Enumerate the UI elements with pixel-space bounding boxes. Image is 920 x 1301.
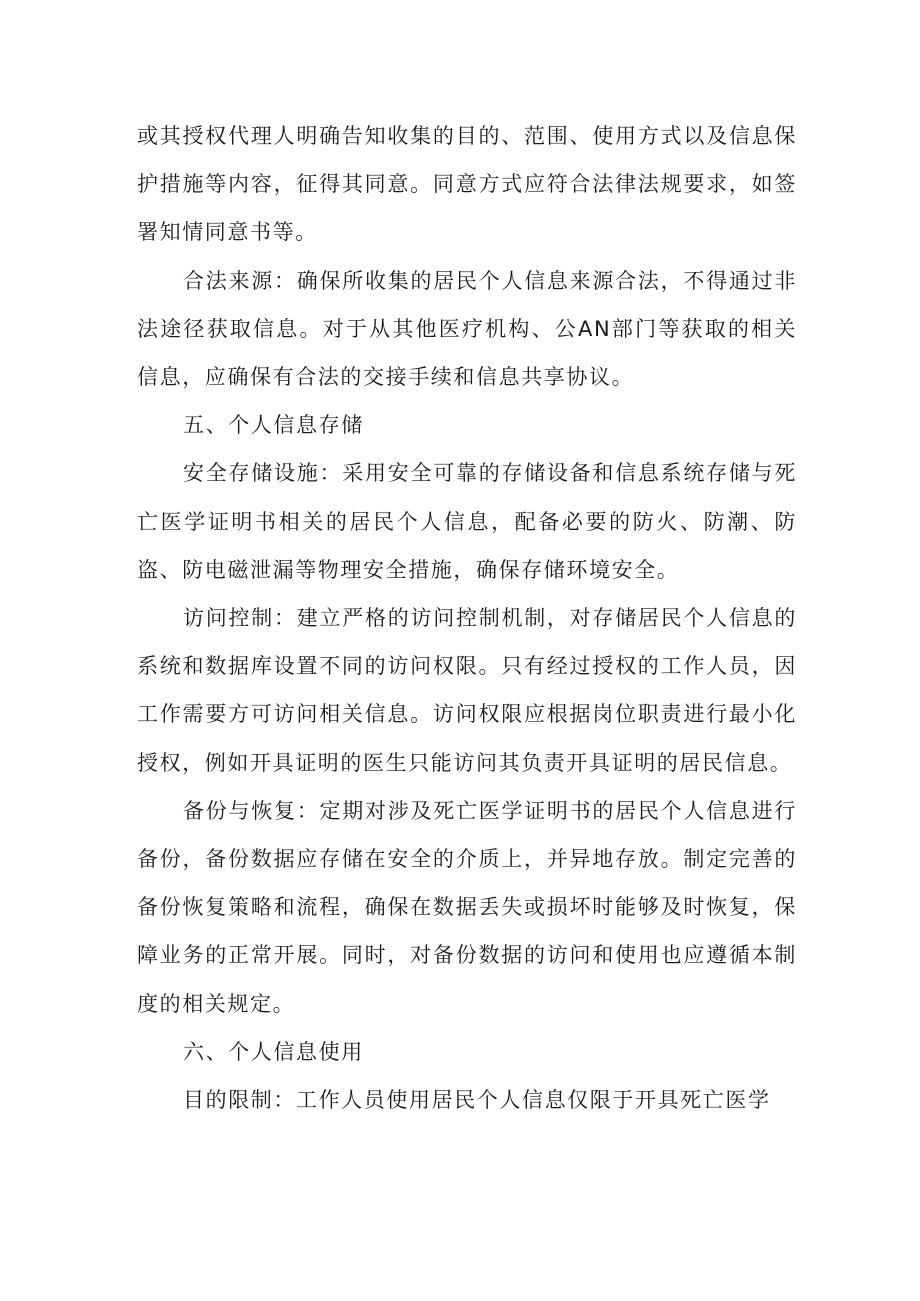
paragraph-secure-storage: 安全存储设施：采用安全可靠的存储设备和信息系统存储与死亡医学证明书相关的居民个人信息，配备必要的防火、防潮、防盗、防电磁泄漏等物理安全措施，确保存储环境安全。: [137, 461, 797, 582]
paragraph-consent-continuation: 或其授权代理人明确告知收集的目的、范围、使用方式以及信息保护措施等内容，征得其同意。同意方式应符合法律法规要求，如签署知情同意书等。: [137, 124, 797, 245]
document-body: [137, 112, 797, 1124]
paragraph-legal-source: 合法来源：确保所收集的居民个人信息来源合法，不得通过非法途径获取信息。对于从其他医疗机构、公AN部门等获取的相关信息，应确保有合法的交接手续和信息共享协议。: [137, 268, 797, 390]
paragraph-backup-recovery: 备份与恢复：定期对涉及死亡医学证明书的居民个人信息进行备份，备份数据应存储在安全的介质上，并异地存放。制定完善的备份恢复策略和流程，确保在数据丢失或损坏时能够及时恢复，保障业务的正常开展。同时，对备份数据的访问和使用也应遵循本制度的相关规定。: [137, 798, 797, 1016]
section-heading-storage: 五、个人信息存储: [183, 413, 364, 438]
paragraph-access-control: 访问控制：建立严格的访问控制机制，对存储居民个人信息的系统和数据库设置不同的访问权限。只有经过授权的工作人员，因工作需要方可访问相关信息。访问权限应根据岗位职责进行最小化授权，例如开具证明的医生只能访问其负责开具证明的居民信息。: [137, 606, 797, 775]
section-heading-usage: 六、个人信息使用: [183, 1039, 364, 1064]
paragraph-purpose-limitation: 目的限制：工作人员使用居民个人信息仅限于开具死亡医学: [183, 1088, 771, 1113]
